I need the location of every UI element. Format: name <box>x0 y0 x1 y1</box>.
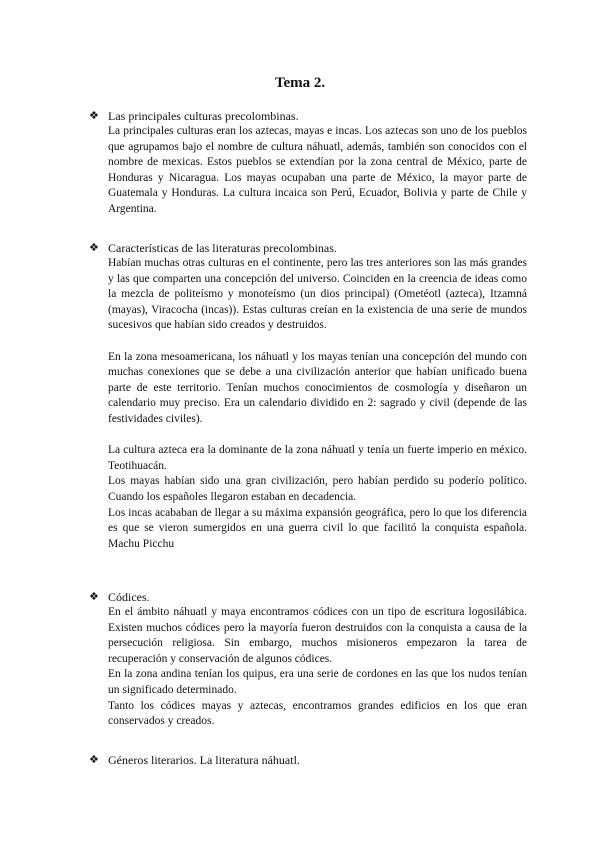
paragraph: En el ámbito náhuatl y maya encontramos códices con un tipo de escritura logosilábica. Existen muchos códices pero la mayoría fueron destruidos con la conquista a causa de la persecución religiosa. Sin embargo, muchos misioneros empezaron la tarea de recuperación y conservación de algunos códices. <box>108 606 527 665</box>
section-heading <box>89 240 527 256</box>
four-diamond-bullet-icon: ❖ <box>89 753 99 766</box>
section-heading-text: Características de las literaturas precolombinas. <box>108 241 337 255</box>
section-heading-text: Géneros literarios. La literatura náhuatl. <box>108 753 300 767</box>
paragraph: Los mayas habían sido una gran civilización, pero habían perdido su poderío político. Cuando los españoles llegaron estaban en decadencia. <box>108 475 527 503</box>
four-diamond-bullet-icon: ❖ <box>89 109 99 122</box>
paragraph: Los incas acababan de llegar a su máxima expansión geográfica, pero lo que los diferencia es que se vieron sumergidos en una guerra civil lo que facilitó la conquista española. Machu Picchu <box>108 506 527 550</box>
paragraph: En la zona andina tenían los quipus, era una serie de cordones en las que los nudos tenían un significado determinado. <box>108 668 527 696</box>
page-title: Tema 2. <box>274 75 326 91</box>
four-diamond-bullet-icon: ❖ <box>89 590 99 603</box>
section-caracteristicas <box>89 240 527 552</box>
paragraph: En la zona mesoamericana, los náhuatl y los mayas tenían una concepción del mundo con muchas conexiones que se debe a una civilización anterior que habían unificado buena parte de este territorio. Tenían muchos conocimientos de cosmología y diseñaron un calendario muy preciso. Era un calendario dividido en 2: sagrado y civil (depende de las festividades civiles). <box>108 350 527 425</box>
paragraph: La principales culturas eran los aztecas, mayas e incas. Los aztecas son uno de los pueblos que agrupamos bajo el nombre de cultura náhuatl, además, también son conocidos con el nombre de mexicas. Estos pueblos se extendían por la zona central de México, parte de Honduras y Nicaragua. Los mayas ocupaban una parte de México, la mayor parte de Guatemala y Honduras. La cultura incaica son Perú, Ecuador, Bolivia y parte de Chile y Argentina. <box>108 125 527 215</box>
section-culturas <box>89 108 527 218</box>
section-heading <box>89 752 527 768</box>
section-heading <box>89 108 527 124</box>
four-diamond-bullet-icon: ❖ <box>89 241 99 254</box>
section-heading-text: Códices. <box>108 590 150 604</box>
section-heading-text: Las principales culturas precolombinas. <box>108 109 299 123</box>
section-heading <box>89 589 527 605</box>
paragraph: Tanto los códices mayas y aztecas, encontramos grandes edificios en los que eran conservados y creados. <box>108 699 527 728</box>
paragraph: Habían muchas otras culturas en el continente, pero las tres anteriores son las más grandes y las que comparten una concepción del universo. Coinciden en la creencia de ideas como la mezcla de politeísmo y monoteísmo (un dios principal) (Ometéotl (azteca), Itzamná (mayas), Viracocha (incas)). Estas culturas creían en la existencia de una serie de mundos sucesivos que habían sido creados y destruidos. <box>108 257 527 332</box>
paragraph: La cultura azteca era la dominante de la zona náhuatl y tenía un fuerte imperio en méxico. Teotihuacán. <box>108 444 527 472</box>
section-generos <box>89 752 527 768</box>
section-codices <box>89 589 527 730</box>
